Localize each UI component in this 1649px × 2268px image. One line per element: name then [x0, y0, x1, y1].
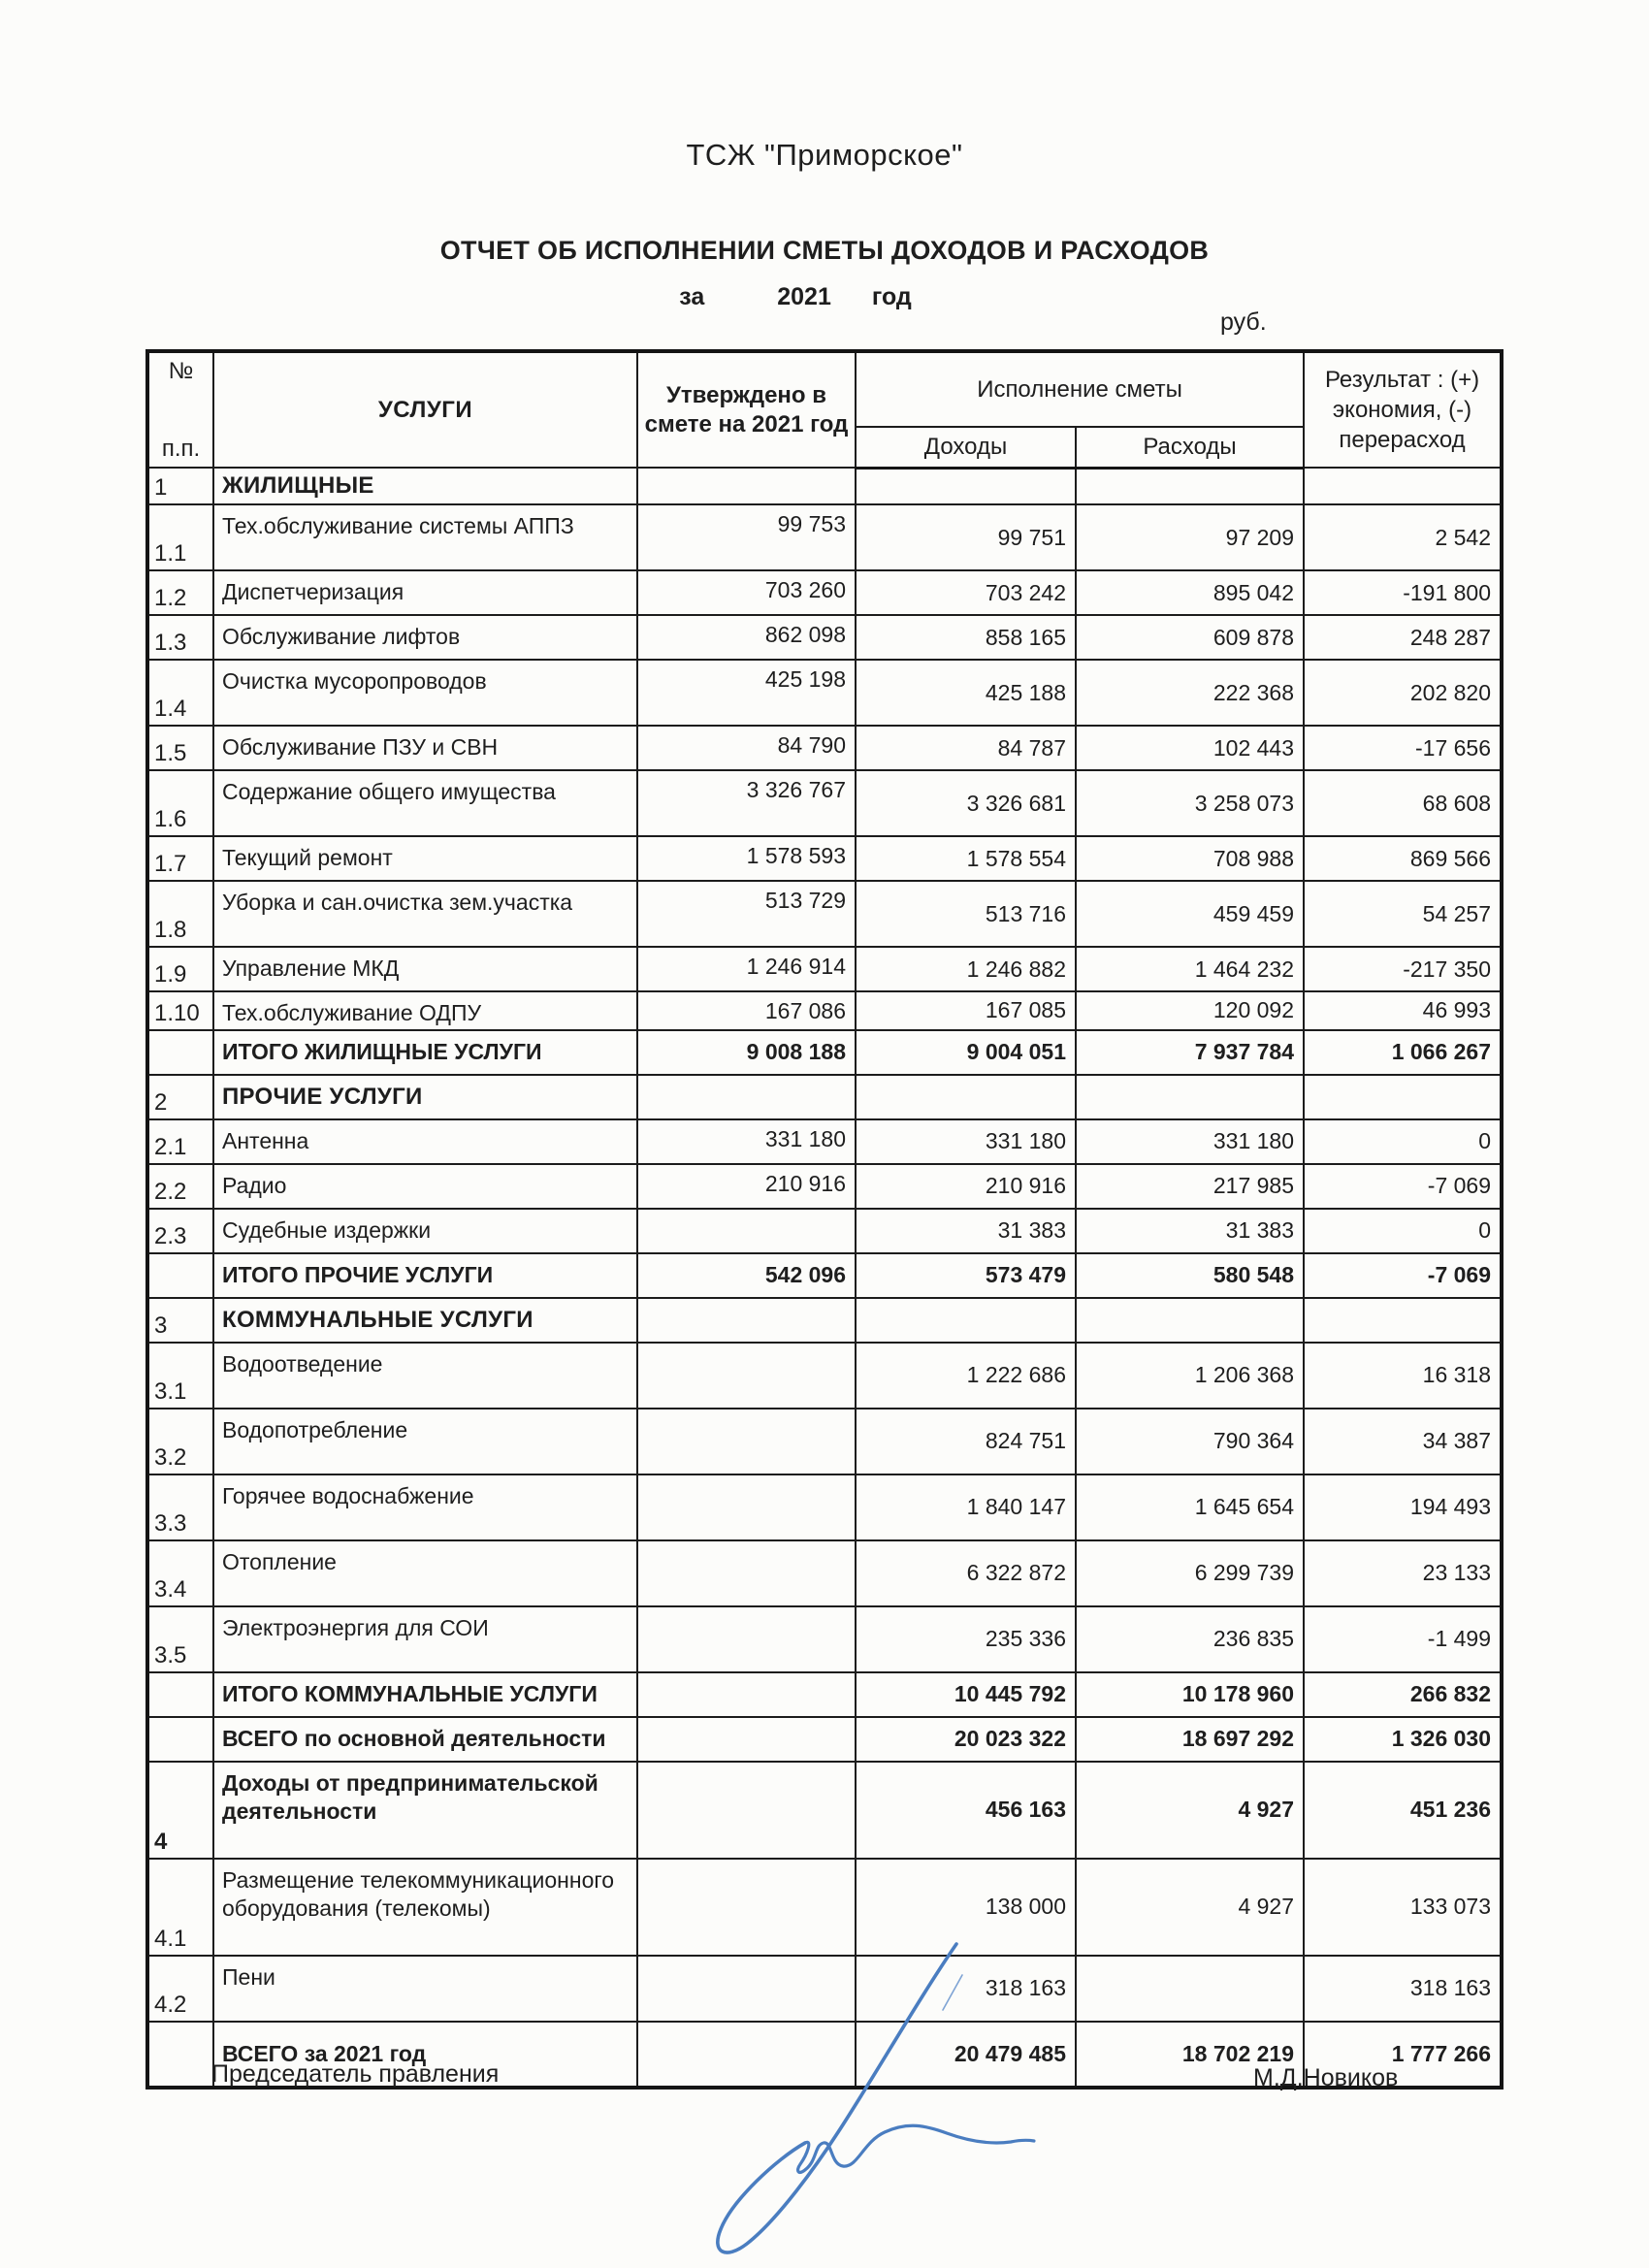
- result-value: 68 608: [1304, 770, 1502, 836]
- service-label: Содержание общего имущества: [213, 770, 637, 836]
- income-value: 9 004 051: [856, 1030, 1076, 1075]
- column-header-approved: Утверждено в смете на 2021 год: [637, 351, 856, 468]
- expense-value: 1 206 368: [1076, 1343, 1304, 1409]
- table-row: [147, 1540, 1502, 1606]
- expense-value: [1076, 468, 1304, 504]
- expense-value: 4 927: [1076, 1762, 1304, 1859]
- result-value: 202 820: [1304, 660, 1502, 726]
- service-label: ИТОГО ЖИЛИЩНЫЕ УСЛУГИ: [213, 1030, 637, 1075]
- result-value: 266 832: [1304, 1672, 1502, 1717]
- table-row: [147, 770, 1502, 836]
- column-header-result: Результат : (+) экономия, (-) перерасход: [1304, 351, 1502, 468]
- row-number: [147, 1717, 213, 1762]
- result-value: 318 163: [1304, 1956, 1502, 2022]
- expense-value: 4 927: [1076, 1859, 1304, 1956]
- income-value: 331 180: [856, 1119, 1076, 1164]
- income-value: 824 751: [856, 1409, 1076, 1474]
- income-value: 138 000: [856, 1859, 1076, 1956]
- result-value: 2 542: [1304, 504, 1502, 570]
- income-value: 20 479 485: [856, 2022, 1076, 2088]
- approved-value: 210 916: [637, 1164, 856, 1209]
- table-row: [147, 1030, 1502, 1075]
- approved-value: [637, 1209, 856, 1253]
- approved-value: 167 086: [637, 991, 856, 1030]
- expense-value: 580 548: [1076, 1253, 1304, 1298]
- column-header-execution: Исполнение сметы: [856, 351, 1304, 427]
- column-header-number: [147, 351, 213, 468]
- expense-value: 102 443: [1076, 726, 1304, 770]
- table-row: [147, 947, 1502, 991]
- expense-value: 708 988: [1076, 836, 1304, 881]
- service-label: Очистка мусоропроводов: [213, 660, 637, 726]
- result-value: 133 073: [1304, 1859, 1502, 1956]
- row-number: 1.8: [147, 881, 213, 947]
- result-value: 46 993: [1304, 991, 1502, 1030]
- row-number: 1: [147, 468, 213, 504]
- result-value: 451 236: [1304, 1762, 1502, 1859]
- approved-value: [637, 1717, 856, 1762]
- expense-value: 609 878: [1076, 615, 1304, 660]
- expense-value: 222 368: [1076, 660, 1304, 726]
- number-sub: п.п.: [161, 435, 201, 462]
- service-label: Радио: [213, 1164, 637, 1209]
- expense-value: 459 459: [1076, 881, 1304, 947]
- row-number: 1.10: [147, 991, 213, 1030]
- expense-value: 18 697 292: [1076, 1717, 1304, 1762]
- income-value: [856, 1298, 1076, 1343]
- row-number: 1.4: [147, 660, 213, 726]
- row-number: [147, 1672, 213, 1717]
- result-value: 1 066 267: [1304, 1030, 1502, 1075]
- result-value: 16 318: [1304, 1343, 1502, 1409]
- service-label: Отопление: [213, 1540, 637, 1606]
- approved-value: 1 246 914: [637, 947, 856, 991]
- table-row: [147, 991, 1502, 1030]
- approved-value: 9 008 188: [637, 1030, 856, 1075]
- expense-value: 236 835: [1076, 1606, 1304, 1672]
- income-value: 3 326 681: [856, 770, 1076, 836]
- table-row: [147, 504, 1502, 570]
- income-value: 99 751: [856, 504, 1076, 570]
- report-period: [0, 283, 1591, 311]
- table-row: [147, 1298, 1502, 1343]
- row-number: 4: [147, 1762, 213, 1859]
- income-value: 6 322 872: [856, 1540, 1076, 1606]
- period-unit: год: [871, 283, 912, 310]
- expense-value: 97 209: [1076, 504, 1304, 570]
- approved-value: 513 729: [637, 881, 856, 947]
- row-number: 4.1: [147, 1859, 213, 1956]
- number-sign: №: [168, 357, 194, 384]
- approved-value: [637, 468, 856, 504]
- income-value: 1 578 554: [856, 836, 1076, 881]
- approved-value: 425 198: [637, 660, 856, 726]
- result-value: 0: [1304, 1209, 1502, 1253]
- service-label: ПРОЧИЕ УСЛУГИ: [213, 1075, 637, 1119]
- row-number: 1.5: [147, 726, 213, 770]
- expense-value: 6 299 739: [1076, 1540, 1304, 1606]
- table-row: [147, 881, 1502, 947]
- service-label: Пени: [213, 1956, 637, 2022]
- result-value: 23 133: [1304, 1540, 1502, 1606]
- row-number: 2.1: [147, 1119, 213, 1164]
- expense-value: 10 178 960: [1076, 1672, 1304, 1717]
- approved-value: 1 578 593: [637, 836, 856, 881]
- table-row: [147, 1762, 1502, 1859]
- row-number: 2: [147, 1075, 213, 1119]
- signature-ink: [660, 1940, 1086, 2268]
- signatory-name: М.Д.Новиков: [1253, 2064, 1399, 2091]
- service-label: Управление МКД: [213, 947, 637, 991]
- expense-value: 31 383: [1076, 1209, 1304, 1253]
- table-header: [147, 351, 1502, 468]
- income-value: 1 840 147: [856, 1474, 1076, 1540]
- service-label: ВСЕГО по основной деятельности: [213, 1717, 637, 1762]
- approved-value: [637, 1343, 856, 1409]
- service-label: ИТОГО КОММУНАЛЬНЫЕ УСЛУГИ: [213, 1672, 637, 1717]
- table-row: [147, 1164, 1502, 1209]
- table-row: [147, 1606, 1502, 1672]
- period-year: 2021: [777, 283, 831, 310]
- approved-value: [637, 1672, 856, 1717]
- approved-value: [637, 1762, 856, 1859]
- approved-value: [637, 1474, 856, 1540]
- table-row: [147, 1253, 1502, 1298]
- approved-value: [637, 1606, 856, 1672]
- signatory-title: Председатель правления: [211, 2060, 500, 2088]
- expense-value: 3 258 073: [1076, 770, 1304, 836]
- service-label: Диспетчеризация: [213, 570, 637, 615]
- approved-value: [637, 1075, 856, 1119]
- service-label: Антенна: [213, 1119, 637, 1164]
- table-row: [147, 1672, 1502, 1717]
- result-value: -217 350: [1304, 947, 1502, 991]
- row-number: [147, 2022, 213, 2088]
- result-value: -7 069: [1304, 1253, 1502, 1298]
- report-title: ОТЧЕТ ОБ ИСПОЛНЕНИИ СМЕТЫ ДОХОДОВ И РАСХОДОВ: [439, 236, 1210, 265]
- result-value: [1304, 1075, 1502, 1119]
- service-label: Электроэнергия для СОИ: [213, 1606, 637, 1672]
- income-value: 20 023 322: [856, 1717, 1076, 1762]
- approved-value: [637, 1409, 856, 1474]
- row-number: 1.2: [147, 570, 213, 615]
- table-row: [147, 1343, 1502, 1409]
- result-value: 869 566: [1304, 836, 1502, 881]
- income-value: [856, 1075, 1076, 1119]
- service-label: Уборка и сан.очистка зем.участка: [213, 881, 637, 947]
- table-row: [147, 660, 1502, 726]
- table-row: [147, 1075, 1502, 1119]
- service-label: ИТОГО ПРОЧИЕ УСЛУГИ: [213, 1253, 637, 1298]
- row-number: 3.5: [147, 1606, 213, 1672]
- result-value: [1304, 1298, 1502, 1343]
- table-row: [147, 1409, 1502, 1474]
- result-value: 1 326 030: [1304, 1717, 1502, 1762]
- service-label: КОММУНАЛЬНЫЕ УСЛУГИ: [213, 1298, 637, 1343]
- service-label: ЖИЛИЩНЫЕ: [213, 468, 637, 504]
- table-row: [147, 1119, 1502, 1164]
- table-row: [147, 1474, 1502, 1540]
- table-row: [147, 836, 1502, 881]
- approved-value: 542 096: [637, 1253, 856, 1298]
- service-label: Доходы от предпринимательской деятельности: [213, 1762, 637, 1859]
- period-prefix: за: [679, 283, 705, 310]
- row-number: 3.1: [147, 1343, 213, 1409]
- organization-title: ТСЖ "Приморское": [686, 138, 963, 172]
- approved-value: 84 790: [637, 726, 856, 770]
- row-number: 2.3: [147, 1209, 213, 1253]
- row-number: [147, 1253, 213, 1298]
- table-body: [147, 468, 1502, 2088]
- table-row: [147, 570, 1502, 615]
- approved-value: 3 326 767: [637, 770, 856, 836]
- budget-table: [146, 349, 1504, 2090]
- row-number: 3.2: [147, 1409, 213, 1474]
- currency-label: руб.: [1220, 308, 1267, 336]
- income-value: 1 246 882: [856, 947, 1076, 991]
- expense-value: 7 937 784: [1076, 1030, 1304, 1075]
- result-value: -7 069: [1304, 1164, 1502, 1209]
- service-label: Судебные издержки: [213, 1209, 637, 1253]
- income-value: 858 165: [856, 615, 1076, 660]
- income-value: 210 916: [856, 1164, 1076, 1209]
- approved-value: [637, 1540, 856, 1606]
- table-row: [147, 1717, 1502, 1762]
- service-label: Горячее водоснабжение: [213, 1474, 637, 1540]
- service-label: ВСЕГО за 2021 год: [213, 2022, 637, 2088]
- result-value: 194 493: [1304, 1474, 1502, 1540]
- table-row: [147, 1209, 1502, 1253]
- approved-value: 862 098: [637, 615, 856, 660]
- expense-value: 790 364: [1076, 1409, 1304, 1474]
- row-number: 1.9: [147, 947, 213, 991]
- income-value: 573 479: [856, 1253, 1076, 1298]
- column-header-income: Доходы: [856, 427, 1076, 468]
- result-value: 34 387: [1304, 1409, 1502, 1474]
- column-header-services: УСЛУГИ: [213, 351, 637, 468]
- row-number: 4.2: [147, 1956, 213, 2022]
- income-value: 703 242: [856, 570, 1076, 615]
- service-label: Тех.обслуживание ОДПУ: [213, 991, 637, 1030]
- column-header-expense: Расходы: [1076, 427, 1304, 468]
- result-value: -1 499: [1304, 1606, 1502, 1672]
- income-value: 456 163: [856, 1762, 1076, 1859]
- result-value: -191 800: [1304, 570, 1502, 615]
- income-value: 513 716: [856, 881, 1076, 947]
- income-value: 84 787: [856, 726, 1076, 770]
- income-value: 10 445 792: [856, 1672, 1076, 1717]
- row-number: 1.1: [147, 504, 213, 570]
- table-row: [147, 468, 1502, 504]
- row-number: 3.4: [147, 1540, 213, 1606]
- service-label: Размещение телекоммуникационного оборудования (телекомы): [213, 1859, 637, 1956]
- expense-value: 1 645 654: [1076, 1474, 1304, 1540]
- table-row: [147, 615, 1502, 660]
- expense-value: 217 985: [1076, 1164, 1304, 1209]
- row-number: 3.3: [147, 1474, 213, 1540]
- approved-value: 331 180: [637, 1119, 856, 1164]
- result-value: 54 257: [1304, 881, 1502, 947]
- expense-value: [1076, 1956, 1304, 2022]
- service-label: Водоотведение: [213, 1343, 637, 1409]
- expense-value: [1076, 1075, 1304, 1119]
- expense-value: 895 042: [1076, 570, 1304, 615]
- result-value: [1304, 468, 1502, 504]
- result-value: 248 287: [1304, 615, 1502, 660]
- row-number: 2.2: [147, 1164, 213, 1209]
- expense-value: [1076, 1298, 1304, 1343]
- expense-value: 120 092: [1076, 991, 1304, 1030]
- row-number: 1.3: [147, 615, 213, 660]
- row-number: 1.6: [147, 770, 213, 836]
- row-number: 1.7: [147, 836, 213, 881]
- approved-value: 703 260: [637, 570, 856, 615]
- service-label: Обслуживание ПЗУ и СВН: [213, 726, 637, 770]
- table-row: [147, 726, 1502, 770]
- income-value: 318 163: [856, 1956, 1076, 2022]
- result-value: 1 777 266: [1304, 2022, 1502, 2088]
- income-value: 425 188: [856, 660, 1076, 726]
- income-value: [856, 468, 1076, 504]
- approved-value: [637, 1298, 856, 1343]
- income-value: 167 085: [856, 991, 1076, 1030]
- service-label: Текущий ремонт: [213, 836, 637, 881]
- row-number: [147, 1030, 213, 1075]
- approved-value: 99 753: [637, 504, 856, 570]
- income-value: 1 222 686: [856, 1343, 1076, 1409]
- service-label: Тех.обслуживание системы АППЗ: [213, 504, 637, 570]
- expense-value: 18 702 219: [1076, 2022, 1304, 2088]
- service-label: Водопотребление: [213, 1409, 637, 1474]
- row-number: 3: [147, 1298, 213, 1343]
- expense-value: 1 464 232: [1076, 947, 1304, 991]
- income-value: 31 383: [856, 1209, 1076, 1253]
- service-label: Обслуживание лифтов: [213, 615, 637, 660]
- income-value: 235 336: [856, 1606, 1076, 1672]
- result-value: -17 656: [1304, 726, 1502, 770]
- result-value: 0: [1304, 1119, 1502, 1164]
- expense-value: 331 180: [1076, 1119, 1304, 1164]
